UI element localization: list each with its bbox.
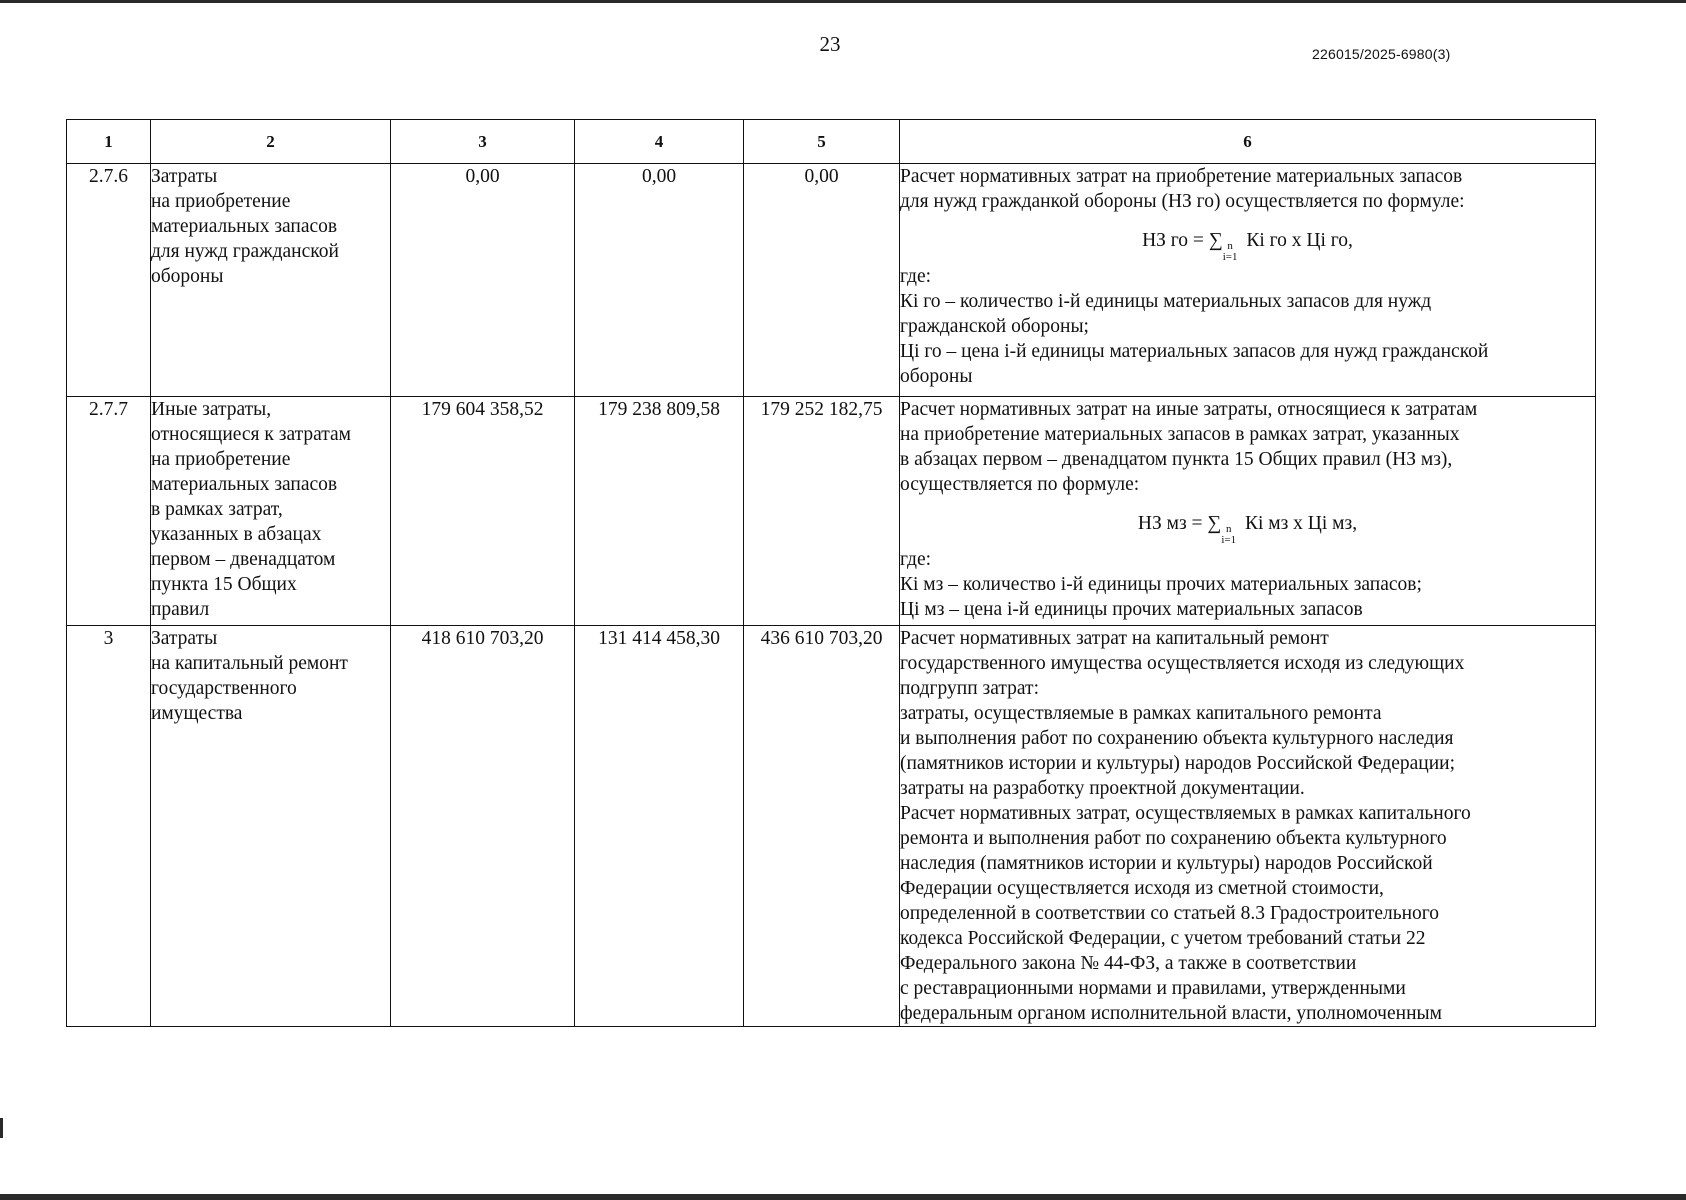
row-name-line: имущества xyxy=(151,703,243,724)
desc-line: Расчет нормативных затрат на капитальный ремонт xyxy=(900,628,1329,649)
table-row xyxy=(67,626,1596,1027)
column-header: 5 xyxy=(744,120,900,164)
desc-line: Расчет нормативных затрат на иные затраты, относящиеся к затратам xyxy=(900,399,1478,420)
row-name xyxy=(151,164,391,397)
formula-left: НЗ мз = xyxy=(1137,513,1208,534)
row-name-line: на приобретение xyxy=(151,449,291,470)
desc-line: наследия (памятников истории и культуры) народов Российской xyxy=(900,853,1433,874)
desc-line: Кi го – количество i-й единицы материальных запасов для нужд xyxy=(900,291,1432,312)
table-header-row xyxy=(67,120,1596,164)
page-number: 23 xyxy=(819,32,841,56)
cost-table xyxy=(66,119,1596,1027)
desc-line: осуществляется по формуле: xyxy=(900,474,1140,495)
row-number: 2.7.7 xyxy=(67,397,151,626)
desc-line: в абзацах первом – двенадцатом пункта 15 Общих правил (НЗ мз), xyxy=(900,449,1453,470)
desc-line: Кi мз – количество i-й единицы прочих материальных запасов; xyxy=(900,574,1422,595)
desc-line: Цi мз – цена i-й единицы прочих материальных запасов xyxy=(900,599,1363,620)
sum-lower: i=1 xyxy=(1222,251,1238,263)
desc-line: (памятников истории и культуры) народов Российской Федерации; xyxy=(900,753,1455,774)
sum-symbol: ∑ xyxy=(1208,230,1223,251)
row-name-line: Затраты xyxy=(151,628,218,649)
row-name-line: указанных в абзацах xyxy=(151,524,322,545)
amount-col5: 179 252 182,75 xyxy=(744,397,900,626)
desc-line: определенной в соответствии со статьей 8.3 Градостроительного xyxy=(900,903,1440,924)
amount-col5: 436 610 703,20 xyxy=(744,626,900,1027)
desc-line: Федерального закона № 44-ФЗ, а также в соответствии xyxy=(900,953,1357,974)
desc-line: гражданской обороны; xyxy=(900,316,1089,337)
column-header: 2 xyxy=(151,120,391,164)
sum-upper: n xyxy=(1225,523,1232,535)
row-description xyxy=(900,397,1596,626)
row-name-line: материальных запасов xyxy=(151,474,338,495)
desc-line: кодекса Российской Федерации, с учетом требований статьи 22 xyxy=(900,928,1426,949)
sum-limits xyxy=(1223,241,1238,263)
amount-col3: 179 604 358,52 xyxy=(391,397,575,626)
row-name-line: обороны xyxy=(151,266,224,287)
formula-right: Кi го x Цi го, xyxy=(1241,230,1353,251)
desc-line: ремонта и выполнения работ по сохранению объекта культурного xyxy=(900,828,1447,849)
row-name-line: на приобретение xyxy=(151,191,291,212)
formula-right: Кi мз x Цi мз, xyxy=(1240,513,1358,534)
desc-line: с реставрационными нормами и правилами, утвержденными xyxy=(900,978,1406,999)
row-number: 3 xyxy=(67,626,151,1027)
amount-col4: 131 414 458,30 xyxy=(575,626,744,1027)
desc-line: обороны xyxy=(900,366,973,387)
desc-line: подгрупп затрат: xyxy=(900,678,1039,699)
row-description xyxy=(900,626,1596,1027)
row-description xyxy=(900,164,1596,397)
row-name-line: первом – двенадцатом xyxy=(151,549,336,570)
desc-line: затраты, осуществляемые в рамках капитального ремонта xyxy=(900,703,1382,724)
table-row xyxy=(67,397,1596,626)
row-name-line: относящиеся к затратам xyxy=(151,424,352,445)
table-row xyxy=(67,164,1596,397)
amount-col3: 0,00 xyxy=(391,164,575,397)
row-name xyxy=(151,397,391,626)
column-header: 4 xyxy=(575,120,744,164)
desc-line: Расчет нормативных затрат, осуществляемых в рамках капитального xyxy=(900,803,1471,824)
column-header: 1 xyxy=(67,120,151,164)
desc-line: и выполнения работ по сохранению объекта культурного наследия xyxy=(900,728,1454,749)
scan-top-edge xyxy=(0,0,1686,3)
desc-line: для нужд гражданкой обороны (НЗ го) осуществляется по формуле: xyxy=(900,191,1465,212)
row-name-line: пункта 15 Общих xyxy=(151,574,297,595)
desc-line: федеральным органом исполнительной власти, уполномоченным xyxy=(900,1003,1442,1024)
row-name-line: на капитальный ремонт xyxy=(151,653,348,674)
sum-upper: n xyxy=(1227,240,1233,252)
formula-left: НЗ го = xyxy=(1142,230,1209,251)
row-number: 2.7.6 xyxy=(67,164,151,397)
document-number: 226015/2025-6980(3) xyxy=(1312,46,1451,62)
column-header: 3 xyxy=(391,120,575,164)
desc-line: затраты на разработку проектной документации. xyxy=(900,778,1305,799)
sum-lower: i=1 xyxy=(1221,534,1237,546)
sum-symbol: ∑ xyxy=(1207,513,1222,534)
row-name-line: для нужд гражданской xyxy=(151,241,339,262)
row-name-line: правил xyxy=(151,599,210,620)
amount-col4: 0,00 xyxy=(575,164,744,397)
row-name-line: государственного xyxy=(151,678,297,699)
desc-line: где: xyxy=(900,549,932,570)
sum-limits xyxy=(1221,524,1236,546)
formula xyxy=(900,511,1595,546)
row-name-line: в рамках затрат, xyxy=(151,499,283,520)
row-name-line: материальных запасов xyxy=(151,216,338,237)
desc-line: где: xyxy=(900,266,932,287)
desc-line: Расчет нормативных затрат на приобретение материальных запасов xyxy=(900,166,1463,187)
row-name xyxy=(151,626,391,1027)
scan-left-mark xyxy=(0,1118,3,1138)
column-header: 6 xyxy=(900,120,1596,164)
amount-col3: 418 610 703,20 xyxy=(391,626,575,1027)
formula xyxy=(900,228,1595,263)
desc-line: Цi го – цена i-й единицы материальных запасов для нужд гражданской xyxy=(900,341,1489,362)
scan-bottom-edge xyxy=(0,1194,1686,1200)
amount-col5: 0,00 xyxy=(744,164,900,397)
desc-line: Федерации осуществляется исходя из сметной стоимости, xyxy=(900,878,1384,899)
desc-line: на приобретение материальных запасов в рамках затрат, указанных xyxy=(900,424,1460,445)
amount-col4: 179 238 809,58 xyxy=(575,397,744,626)
row-name-line: Затраты xyxy=(151,166,218,187)
desc-line: государственного имущества осуществляется исходя из следующих xyxy=(900,653,1465,674)
row-name-line: Иные затраты, xyxy=(151,399,272,420)
